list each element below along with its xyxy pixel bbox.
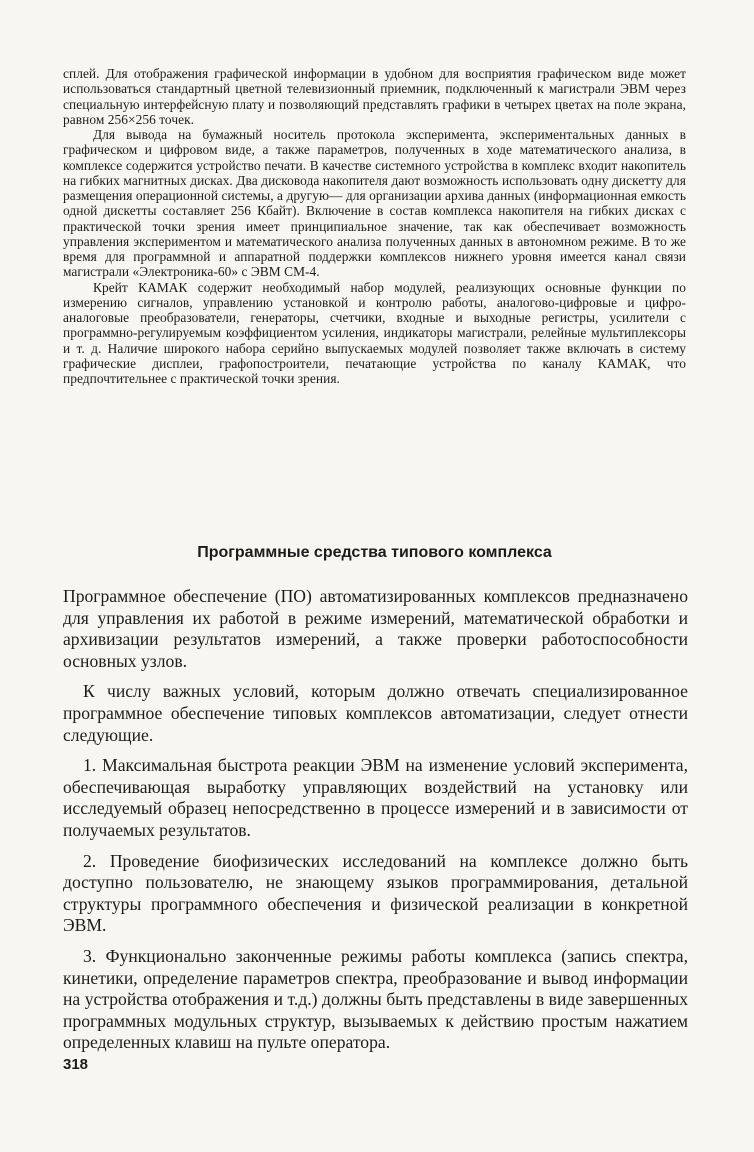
paragraph-display-continuation: сплей. Для отображения графической информации в удобном для восприятия графическом виде может использоваться стандартный цветной телевизионный приемник, подключенный к магистрали ЭВМ через специальную интерфейсную плату и позволяющий представлять графики в четырех цветах на поле экрана, равном 256×256 точек.	[63, 66, 686, 127]
paragraph-conditions-intro: К числу важных условий, которым должно отвечать специализированное программное обеспечение типовых комплексов автоматизации, следует отнести следующие.	[63, 681, 688, 745]
paragraph-printer-storage: Для вывода на бумажный носитель протокола эксперимента, экспериментальных данных в графическом и цифровом виде, а также параметров, полученных в ходе математического анализа, в комплексе содержится устройство печати. В качестве системного устройства в комплекс входит накопитель на гибких магнитных дисках. Два дисковода накопителя дают возможность использовать одну дискетту для размещения операционной системы, а другую— для организации архива данных (информационная емкость одной дискетты составляет 256 Кбайт). Включение в состав комплекса накопителя на гибких дисках с практической точки зрения имеет принципиальное значение, так как обеспечивает возможность управления экспериментом и математического анализа полученных данных в автономном режиме. В то же время для программной и аппаратной поддержки комплексов нижнего уровня имеется канал связи магистрали «Электроника-60» с ЭВМ СМ-4.	[63, 127, 686, 280]
paragraph-camac-crate: Крейт КАМАК содержит необходимый набор модулей, реализующих основные функции по измерению сигналов, управлению установкой и контролю работы, аналогово-цифровые и цифро-аналоговые преобразователи, генераторы, счетчики, входные и выходные регистры, усилители с программно-регулируемым коэффициентом усиления, индикаторы магистрали, релейные мультиплексоры и т. д. Наличие широкого набора серийно выпускаемых модулей позволяет также включать в систему графические дисплеи, графопостроители, печатающие устройства по каналу КАМАК, что предпочтительнее с практической точки зрения.	[63, 279, 686, 386]
section-body	[63, 586, 688, 1063]
section-heading: Программные средства типового комплекса	[197, 544, 552, 561]
list-item-1: 1. Максимальная быстрота реакции ЭВМ на изменение условий эксперимента, обеспечивающая выработку управляющих воздействий на установку или исследуемый образец непосредственно в процессе измерений и в зависимости от получаемых результатов.	[63, 755, 688, 840]
list-item-3: 3. Функционально законченные режимы работы комплекса (запись спектра, кинетики, определение параметров спектра, преобразование и вывод информации на устройства отображения и т.д.) должны быть представлены в виде завершенных программных модульных структур, вызываемых к действию простым нажатием определенных клавиш на пульте оператора.	[63, 945, 688, 1053]
list-item-2: 2. Проведение биофизических исследований на комплексе должно быть доступно пользователю, не знающему языков программирования, детальной структуры программного обеспечения и физической реализации в конкретной ЭВМ.	[63, 850, 688, 936]
page-number: 318	[63, 1056, 89, 1073]
top-text-block	[63, 66, 686, 386]
paragraph-software-purpose: Программное обеспечение (ПО) автоматизированных комплексов предназначено для управления их работой в режиме измерений, математической обработки и архивизации результатов измерений, а также проверки работоспособности основных узлов.	[63, 586, 688, 671]
